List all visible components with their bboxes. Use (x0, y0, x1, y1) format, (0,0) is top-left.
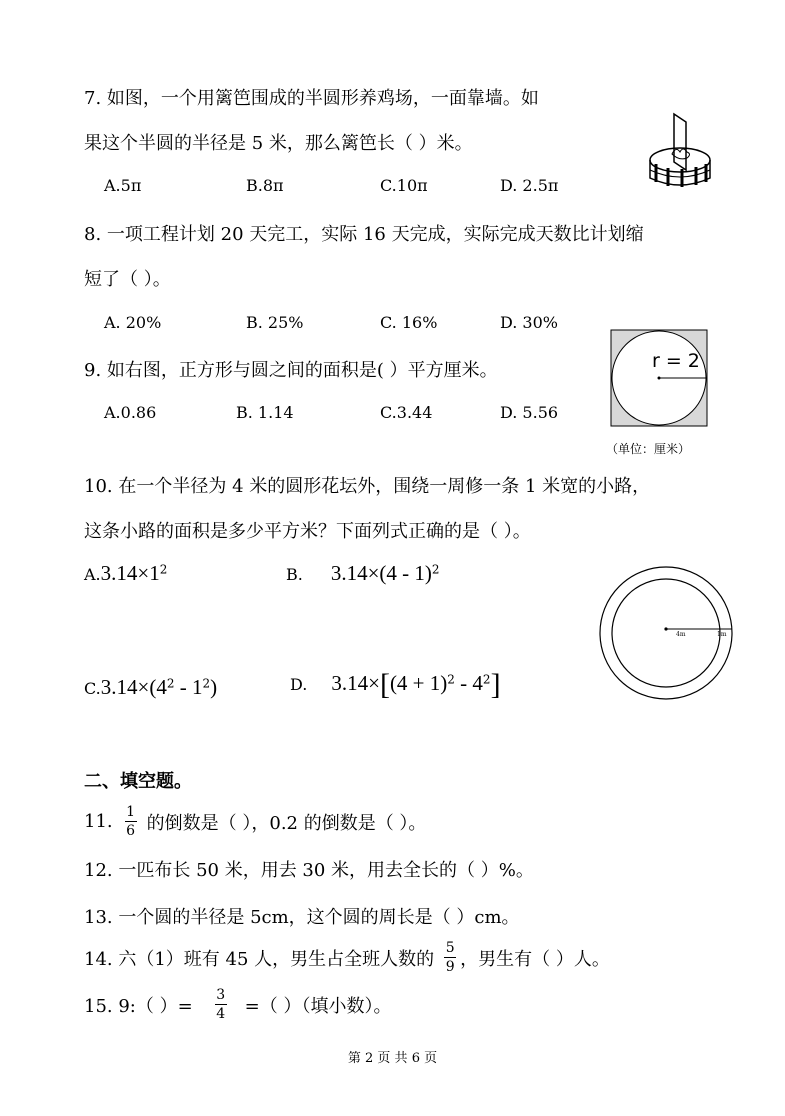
q8-option-c: C. 16% (380, 313, 438, 332)
q15-post: =（ ）（填小数）。 (244, 995, 392, 1017)
q8-option-d: D. 30% (500, 313, 558, 332)
q8-line1: 8. 一项工程计划 20 天完工，实际 16 天完成，实际完成天数比计划缩 (84, 224, 644, 245)
q15-fraction-denominator: 4 (216, 1006, 226, 1022)
q7-option-c: C.10π (380, 176, 428, 195)
q10-option-c-exp-a: 2 (166, 676, 175, 691)
q10-option-b-exp: 2 (431, 562, 440, 577)
radius-label: r = 2 (652, 350, 700, 372)
chicken-coop-figure (642, 110, 722, 188)
ring-path-figure (598, 565, 734, 701)
q10-option-d-exp-c: 2 (482, 672, 491, 687)
q9-option-b: B. 1.14 (236, 403, 294, 422)
q14-fraction-numerator: 5 (445, 940, 455, 956)
q14-post: ，男生有（ ）人。 (460, 948, 610, 970)
q7-line1: 7. 如图，一个用篱笆围成的半圆形养鸡场，一面靠墙。如 (84, 88, 539, 109)
q11-fraction (125, 804, 137, 839)
q9-option-d: D. 5.56 (500, 403, 559, 422)
q7-line2: 果这个半圆的半径是 5 米，那么篱笆长（ ）米。 (84, 133, 473, 154)
q8-option-a: A. 20% (104, 313, 162, 332)
q10-option-d-expr-c: - 4 (454, 671, 483, 695)
q10-option-c-expr-b: - 1 (174, 675, 203, 699)
q10-option-d-letter: D. (290, 675, 308, 694)
q12: 12. 一匹布长 50 米，用去 30 米，用去全长的（ ）%。 (84, 860, 534, 881)
q11-fraction-numerator: 1 (126, 804, 136, 820)
q11-number: 11. (84, 811, 113, 832)
q8-option-b: B. 25% (246, 313, 304, 332)
q10-option-b-letter: B. (286, 565, 303, 584)
q10-option-c-exp-b: 2 (202, 676, 211, 691)
q15-pre: 15. 9:（ ）= (84, 995, 193, 1017)
square-circle-figure (610, 329, 708, 427)
q10-option-c (84, 675, 217, 700)
q13: 13. 一个圆的半径是 5cm，这个圆的周长是（ ）cm。 (84, 907, 520, 928)
q15-fraction (215, 987, 227, 1022)
page-footer: 第 2 页 共 6 页 (347, 1051, 438, 1066)
q14-fraction-denominator: 9 (445, 959, 455, 975)
q10-option-b (286, 561, 440, 586)
q7-option-a: A.5π (104, 176, 142, 195)
q11-fraction-denominator: 6 (126, 823, 136, 839)
q10-option-a-exp: 2 (159, 562, 168, 577)
q10-option-d-right-bracket: ] (490, 668, 501, 701)
section-heading: 二、填空题。 (84, 771, 192, 792)
q11 (84, 804, 426, 839)
q10-option-c-expr-a: 3.14×(4 (100, 675, 167, 699)
q7-option-d: D. 2.5π (500, 176, 559, 195)
q15 (84, 987, 391, 1022)
q9-option-a: A.0.86 (104, 403, 157, 422)
q10-option-c-expr-c: ) (210, 675, 218, 699)
q7-option-b: B.8π (246, 176, 284, 195)
q10-line1: 10. 在一个半径为 4 米的圆形花坛外，围绕一周修一条 1 米宽的小路， (84, 476, 651, 497)
q10-option-b-expr: 3.14×(4 - 1) (330, 561, 432, 585)
q10-option-c-letter: C. (84, 679, 101, 698)
q10-option-a-letter: A. (84, 565, 101, 584)
q14-fraction (444, 940, 456, 975)
q10-line2: 这条小路的面积是多少平方米？下面列式正确的是（ ）。 (84, 521, 531, 542)
q14 (84, 940, 610, 975)
q11-text: 的倒数是（ ），0.2 的倒数是（ ）。 (146, 812, 427, 834)
unit-caption: （单位：厘米） (606, 442, 691, 456)
q10-option-d-expr-a: 3.14× (331, 671, 380, 695)
q8-line2: 短了（ ）。 (84, 269, 171, 290)
q10-option-a (84, 561, 167, 586)
q10-option-d-exp-b: 2 (447, 672, 455, 687)
q10-option-d-left-bracket: [ (379, 668, 390, 701)
q10-option-a-expr: 3.14×1 (100, 561, 160, 585)
inner-radius-label: 4m (676, 631, 686, 638)
path-width-label: 1m (717, 631, 727, 638)
q14-pre: 14. 六（1）班有 45 人，男生占全班人数的 (84, 948, 435, 970)
q15-fraction-numerator: 3 (216, 987, 226, 1003)
q9-option-c: C.3.44 (380, 403, 433, 422)
q10-option-d-expr-b: (4 + 1) (389, 671, 448, 695)
q9-line1: 9. 如右图，正方形与圆之间的面积是( ）平方厘米。 (84, 360, 498, 381)
q10-option-d (290, 668, 501, 702)
